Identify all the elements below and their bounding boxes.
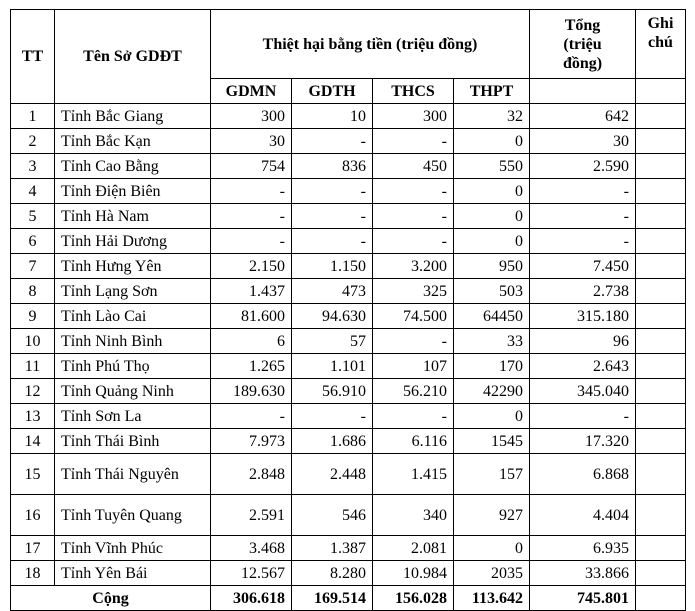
cell-tt: 1 [11,104,55,129]
cell-note [636,429,686,454]
cell-department: Tỉnh Bắc Kạn [55,129,211,154]
cell-thcs: - [373,179,454,204]
damage-table [10,9,686,611]
cell-department: Tỉnh Quảng Ninh [55,379,211,404]
cell-gdmn: 12.567 [211,561,292,586]
cell-thpt: 0 [454,404,530,429]
cell-department: Tỉnh Thái Bình [55,429,211,454]
table-row [11,495,686,536]
cell-total: 6.935 [530,536,636,561]
table-row [11,329,686,354]
cell-tt: 17 [11,536,55,561]
header-tt: TT [11,10,55,104]
table-row [11,304,686,329]
cell-gdth: 8.280 [292,561,373,586]
cell-department: Tỉnh Bắc Giang [55,104,211,129]
cell-note [636,179,686,204]
header-total-line1: Tổng [564,16,601,34]
cell-tt: 4 [11,179,55,204]
cell-department: Tỉnh Hưng Yên [55,254,211,279]
cell-total: 33.866 [530,561,636,586]
cell-department: Tỉnh Hà Nam [55,204,211,229]
cell-department: Tỉnh Tuyên Quang [55,495,211,536]
cell-thcs: 340 [373,495,454,536]
cell-gdmn: 300 [211,104,292,129]
cell-tt: 8 [11,279,55,304]
cell-department: Tỉnh Vĩnh Phúc [55,536,211,561]
cell-total: 345.040 [530,379,636,404]
cell-total: 96 [530,329,636,354]
header-damage: Thiệt hại bằng tiền (triệu đồng) [211,10,530,79]
cell-gdmn: - [211,179,292,204]
total-gdth: 169.514 [292,586,373,611]
cell-gdmn: 2.150 [211,254,292,279]
header-note-line2: chú [648,34,673,51]
cell-tt: 13 [11,404,55,429]
cell-tt: 15 [11,454,55,495]
cell-thpt: 42290 [454,379,530,404]
cell-thpt: 170 [454,354,530,379]
cell-total: 642 [530,104,636,129]
cell-total: - [530,229,636,254]
cell-thcs: 3.200 [373,254,454,279]
cell-note [636,204,686,229]
cell-thcs: 107 [373,354,454,379]
cell-gdmn: - [211,404,292,429]
cell-tt: 10 [11,329,55,354]
cell-tt: 5 [11,204,55,229]
table-row [11,254,686,279]
cell-tt: 16 [11,495,55,536]
cell-department: Tỉnh Phú Thọ [55,354,211,379]
cell-total: 315.180 [530,304,636,329]
cell-gdth: 1.101 [292,354,373,379]
total-total: 745.801 [530,586,636,611]
cell-thcs: 6.116 [373,429,454,454]
cell-total: 7.450 [530,254,636,279]
cell-thpt: 950 [454,254,530,279]
header-total-line3: đồng) [562,54,603,72]
cell-thpt: 0 [454,536,530,561]
cell-thcs: 2.081 [373,536,454,561]
cell-tt: 2 [11,129,55,154]
cell-thpt: 503 [454,279,530,304]
cell-gdth: 56.910 [292,379,373,404]
cell-thcs: 450 [373,154,454,179]
header-total [530,10,636,79]
document-page [10,9,686,611]
cell-thpt: 157 [454,454,530,495]
cell-department: Tỉnh Hải Dương [55,229,211,254]
cell-gdth: 1.150 [292,254,373,279]
cell-department: Tỉnh Ninh Bình [55,329,211,354]
cell-gdth: 1.686 [292,429,373,454]
cell-thcs: 10.984 [373,561,454,586]
cell-tt: 18 [11,561,55,586]
cell-gdmn: - [211,204,292,229]
cell-thcs: 1.415 [373,454,454,495]
cell-total: - [530,204,636,229]
cell-thpt: 1545 [454,429,530,454]
cell-gdth: - [292,179,373,204]
table-row [11,179,686,204]
cell-total: 2.738 [530,279,636,304]
cell-gdth: - [292,404,373,429]
table-row [11,379,686,404]
cell-gdmn: 2.591 [211,495,292,536]
cell-gdmn: 30 [211,129,292,154]
header-note-empty [636,79,686,104]
cell-gdth: 94.630 [292,304,373,329]
cell-department: Tỉnh Điện Biên [55,179,211,204]
table-body [11,104,686,586]
cell-gdth: - [292,229,373,254]
cell-note [636,454,686,495]
table-row [11,354,686,379]
cell-gdmn: 189.630 [211,379,292,404]
cell-total: 2.643 [530,354,636,379]
cell-note [636,354,686,379]
cell-thcs: - [373,229,454,254]
cell-department: Tỉnh Lào Cai [55,304,211,329]
cell-thpt: 2035 [454,561,530,586]
table-row [11,154,686,179]
cell-department: Tỉnh Sơn La [55,404,211,429]
cell-department: Tỉnh Lạng Sơn [55,279,211,304]
cell-total: 6.868 [530,454,636,495]
cell-gdmn: 1.265 [211,354,292,379]
cell-gdth: 57 [292,329,373,354]
cell-total: - [530,179,636,204]
cell-tt: 12 [11,379,55,404]
cell-thpt: 0 [454,229,530,254]
header-note-line1: Ghi [647,15,674,32]
cell-tt: 14 [11,429,55,454]
cell-thcs: - [373,204,454,229]
cell-gdth: - [292,204,373,229]
table-row [11,536,686,561]
cell-gdmn: 754 [211,154,292,179]
cell-gdth: 1.387 [292,536,373,561]
cell-thpt: 33 [454,329,530,354]
cell-department: Tỉnh Thái Nguyên [55,454,211,495]
cell-department: Tỉnh Cao Bằng [55,154,211,179]
cell-gdth: 10 [292,104,373,129]
cell-thpt: 927 [454,495,530,536]
table-row [11,279,686,304]
table-row [11,454,686,495]
cell-gdth: 473 [292,279,373,304]
cell-note [636,104,686,129]
cell-total: 4.404 [530,495,636,536]
cell-total: 30 [530,129,636,154]
cell-thcs: 74.500 [373,304,454,329]
cell-gdth: 546 [292,495,373,536]
cell-thpt: 64450 [454,304,530,329]
table-row [11,429,686,454]
cell-department: Tỉnh Yên Bái [55,561,211,586]
total-thcs: 156.028 [373,586,454,611]
cell-tt: 7 [11,254,55,279]
total-label: Cộng [11,586,211,611]
table-row [11,104,686,129]
header-total-line2: (triệu [563,35,602,53]
cell-note [636,129,686,154]
cell-note [636,254,686,279]
table-row [11,229,686,254]
header-thcs: THCS [373,79,454,104]
cell-total: 2.590 [530,154,636,179]
cell-thpt: 0 [454,204,530,229]
table-row [11,561,686,586]
cell-note [636,304,686,329]
cell-thcs: - [373,129,454,154]
cell-thcs: 56.210 [373,379,454,404]
cell-gdmn: 3.468 [211,536,292,561]
table-row [11,204,686,229]
cell-note [636,404,686,429]
table-row [11,129,686,154]
total-thpt: 113.642 [454,586,530,611]
cell-note [636,536,686,561]
cell-gdmn: 2.848 [211,454,292,495]
cell-total: - [530,404,636,429]
cell-gdmn: 7.973 [211,429,292,454]
header-gdmn: GDMN [211,79,292,104]
header-department: Tên Sở GDĐT [55,10,211,104]
cell-note [636,154,686,179]
header-total-empty [530,79,636,104]
cell-thpt: 0 [454,179,530,204]
cell-gdmn: 81.600 [211,304,292,329]
cell-gdmn: - [211,229,292,254]
cell-tt: 9 [11,304,55,329]
cell-note [636,379,686,404]
cell-thpt: 550 [454,154,530,179]
cell-tt: 11 [11,354,55,379]
cell-gdth: 836 [292,154,373,179]
cell-gdth: 2.448 [292,454,373,495]
cell-total: 17.320 [530,429,636,454]
cell-note [636,229,686,254]
cell-tt: 6 [11,229,55,254]
cell-thpt: 0 [454,129,530,154]
cell-gdmn: 6 [211,329,292,354]
total-row [11,586,686,611]
cell-thcs: 325 [373,279,454,304]
cell-thcs: - [373,404,454,429]
table-row [11,404,686,429]
cell-note [636,561,686,586]
header-gdth: GDTH [292,79,373,104]
cell-thcs: 300 [373,104,454,129]
cell-thcs: - [373,329,454,354]
cell-note [636,495,686,536]
header-note [636,10,686,79]
cell-tt: 3 [11,154,55,179]
header-thpt: THPT [454,79,530,104]
cell-thpt: 32 [454,104,530,129]
cell-gdmn: 1.437 [211,279,292,304]
cell-note [636,329,686,354]
total-gdmn: 306.618 [211,586,292,611]
total-note [636,586,686,611]
cell-note [636,279,686,304]
cell-gdth: - [292,129,373,154]
